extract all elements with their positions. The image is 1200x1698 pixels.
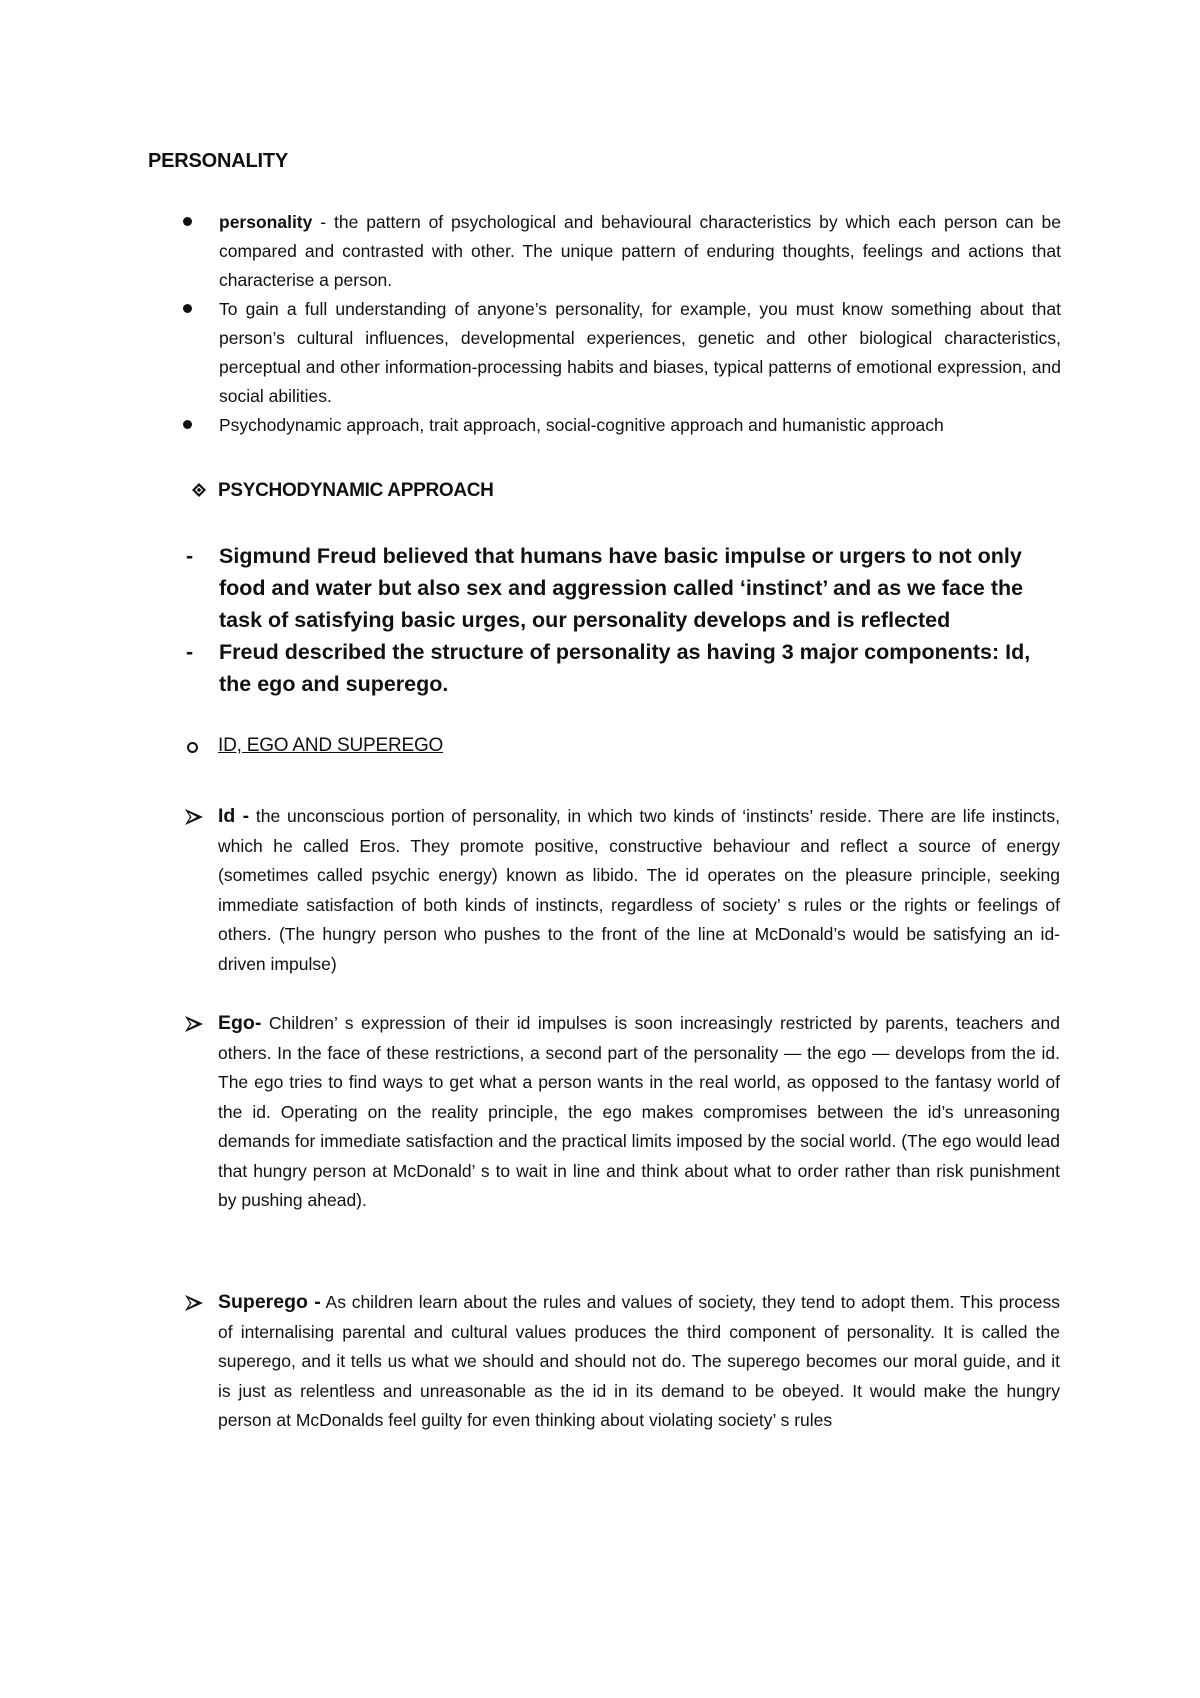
freud-point [184, 636, 1064, 700]
definition-bullet-list [181, 208, 1061, 440]
bullet-dot-icon [183, 420, 192, 429]
ego-text: Children’ s expression of their id impulses is soon increasingly restricted by parents, teachers and others. In the face of these restrictions, a second part of the personality — the ego — develops from the id. The ego tries to find ways to get what a person wants in the real world, as opposed to the fantasy world of the id. Operating on the reality principle, the ego makes compromises between the id’s unreasoning demands for immediate satisfaction and the practical limits imposed by the social world. (The ego would lead that hungry person at McDonald’ s to wait in line and think about what to order rather than risk punishment by pushing ahead). [218, 1013, 1060, 1210]
dash-marker: - [186, 544, 194, 568]
bullet-item [181, 411, 1061, 440]
bullet-text: To gain a full understanding of anyone’s personality, for example, you must know something about that person’s cultural influences, developmental experiences, genetic and other biological characteristics, perceptual and other information-processing habits and biases, typical patterns of emotional expression, and social abilities. [219, 299, 1061, 406]
id-text: the unconscious portion of personality, in which two kinds of ‘instincts’ reside. There are life instincts, which he called Eros. They promote positive, constructive behaviour and reflect a source of energy (sometimes called psychic energy) known as libido. The id operates on the pleasure principle, seeking immediate satisfaction of both kinds of instincts, regardless of society’ s rules or the rights or feelings of others. (The hungry person who pushes to the front of the line at McDonald’s would be satisfying an id-driven impulse) [218, 806, 1060, 974]
id-ego-superego-heading [218, 735, 443, 757]
ego-entry [218, 1009, 1060, 1216]
superego-text: As children learn about the rules and values of society, they tend to adopt them. This process of internalising parental and cultural values produces the third component of personality. It is called the superego, and it tells us what we should and should not do. The superego becomes our moral guide, and it is just as relentless and unreasonable as the id in its demand to be obeyed. It would make the hungry person at McDonalds feel guilty for even thinking about violating society’ s rules [218, 1292, 1060, 1430]
freud-point-text: Freud described the structure of personality as having 3 major components: Id, the ego and superego. [219, 640, 1031, 696]
bullet-term: personality [219, 212, 313, 232]
id-ego-superego-heading-text: ID, EGO AND SUPEREGO [218, 735, 444, 756]
bullet-dot-icon [183, 217, 192, 226]
arrow-bullet-icon [184, 1015, 204, 1033]
freud-point [184, 540, 1064, 636]
psychodynamic-heading-text: PSYCHODYNAMIC APPROACH [218, 480, 494, 501]
bullet-item [181, 295, 1061, 411]
superego-term: Superego - [218, 1291, 321, 1313]
bullet-item [181, 208, 1061, 295]
page-title: PERSONALITY [148, 150, 289, 172]
psychodynamic-heading [218, 480, 494, 502]
arrow-bullet-icon [184, 1294, 204, 1312]
dash-marker: - [186, 640, 194, 664]
bullet-text: Psychodynamic approach, trait approach, social-cognitive approach and humanistic approach [219, 415, 944, 435]
ego-term: Ego- [218, 1012, 262, 1034]
arrow-bullet-icon [184, 808, 204, 826]
freud-point-text: Sigmund Freud believed that humans have basic impulse or urgers to not only food and water but also sex and aggression called ‘instinct’ and as we face the task of satisfying basic urges, our personality develops and is reflected [219, 544, 1024, 632]
superego-entry [218, 1288, 1060, 1436]
id-term: Id - [218, 805, 250, 827]
bullet-text: - the pattern of psychological and behavioural characteristics by which each person can be compared and contrasted with other. The unique pattern of enduring thoughts, feelings and actions that characterise a person. [219, 212, 1061, 290]
diamond-bullet-icon [192, 483, 206, 497]
freud-point-list [184, 540, 1064, 700]
id-entry [218, 802, 1060, 979]
circle-bullet-icon [187, 742, 198, 753]
bullet-dot-icon [183, 304, 192, 313]
